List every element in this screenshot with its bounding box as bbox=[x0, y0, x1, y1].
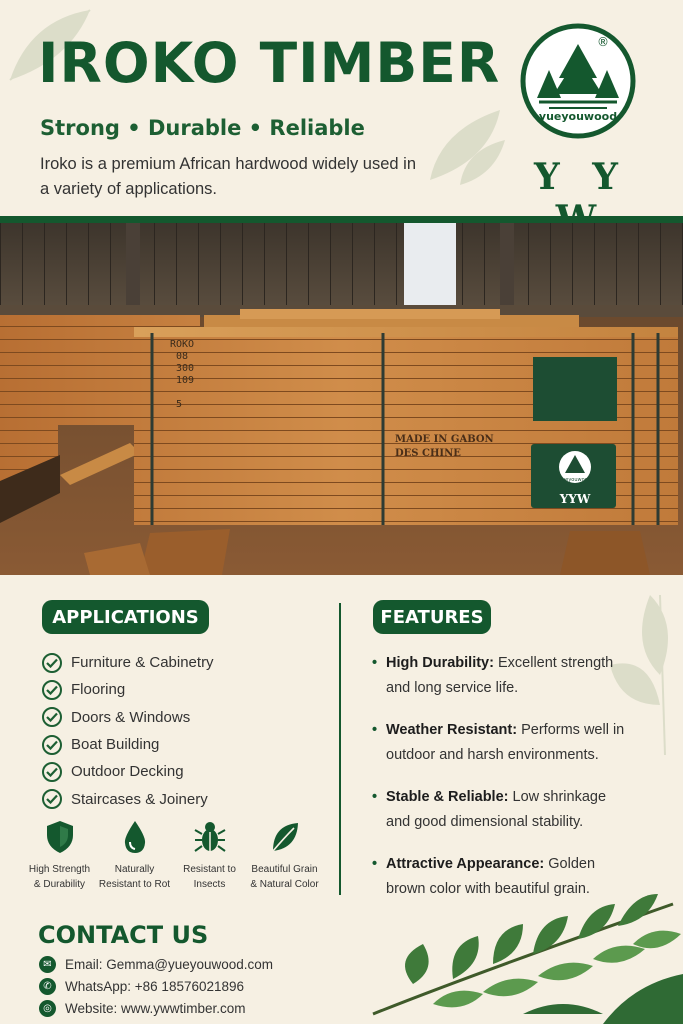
bug-icon bbox=[194, 820, 226, 854]
mail-icon: ✉ bbox=[39, 956, 56, 973]
feature-title: Attractive Appearance: bbox=[386, 856, 545, 872]
stencil-line: 08 bbox=[176, 351, 189, 362]
feature-item bbox=[372, 651, 632, 701]
property-insects bbox=[172, 820, 247, 892]
check-icon bbox=[42, 707, 62, 727]
list-item bbox=[42, 758, 214, 785]
application-label: Doors & Windows bbox=[71, 708, 191, 726]
bullet-icon: • bbox=[372, 789, 378, 805]
stencil-origin: MADE IN GABON bbox=[395, 434, 494, 445]
feature-item bbox=[372, 785, 632, 835]
stencil-species: ROKO bbox=[170, 339, 195, 350]
feature-text: Performs well in outdoor and harsh environments. bbox=[386, 722, 625, 763]
feature-item bbox=[372, 718, 632, 768]
phone-icon: ✆ bbox=[39, 978, 56, 995]
applications-heading: APPLICATIONS bbox=[42, 600, 209, 634]
decorative-leaf-icon bbox=[420, 100, 510, 190]
check-icon bbox=[42, 762, 62, 782]
whatsapp-text: WhatsApp: +86 18576021896 bbox=[65, 978, 245, 994]
application-label: Furniture & Cabinetry bbox=[71, 654, 214, 672]
stencil-line: 109 bbox=[176, 375, 195, 386]
bullet-icon: • bbox=[372, 655, 378, 671]
property-rot bbox=[97, 820, 172, 892]
application-label: Staircases & Joinery bbox=[71, 790, 208, 808]
feature-title: High Durability: bbox=[386, 655, 494, 671]
bullet-icon: • bbox=[372, 856, 378, 872]
stencil-line: 300 bbox=[176, 363, 195, 374]
timber-photo bbox=[0, 223, 683, 575]
feature-title: Weather Resistant: bbox=[386, 722, 518, 738]
column-divider bbox=[339, 603, 341, 895]
property-caption: Beautiful Grain & Natural Color bbox=[250, 864, 319, 890]
applications-list bbox=[42, 649, 214, 813]
contact-whatsapp[interactable] bbox=[39, 975, 273, 997]
logo-wordmark: yueyouwood bbox=[538, 110, 618, 123]
intro-text: Iroko is a premium African hardwood widely used in a variety of applications. bbox=[40, 155, 417, 198]
list-item bbox=[42, 731, 214, 758]
email-text: Email: Gemma@yueyouwood.com bbox=[65, 956, 274, 972]
stencil-destination: DES CHINE bbox=[395, 448, 461, 459]
tagline: Strong • Durable • Reliable bbox=[40, 116, 365, 140]
check-icon bbox=[42, 653, 62, 673]
application-label: Outdoor Decking bbox=[71, 763, 184, 781]
globe-icon: ◎ bbox=[39, 1000, 56, 1017]
leaf-icon bbox=[270, 820, 300, 854]
contact-website[interactable] bbox=[39, 997, 273, 1019]
list-item bbox=[42, 649, 214, 676]
list-item bbox=[42, 704, 214, 731]
property-grain bbox=[247, 820, 322, 892]
property-caption: High Strength & Durability bbox=[28, 864, 91, 890]
warehouse-scene bbox=[0, 223, 683, 575]
sticker-wordmark: yueyouwood bbox=[559, 477, 591, 483]
property-icons bbox=[22, 820, 322, 892]
droplet-icon bbox=[123, 820, 147, 854]
sticker-initials: YYW bbox=[559, 492, 591, 506]
feature-title: Stable & Reliable: bbox=[386, 789, 509, 805]
check-icon bbox=[42, 680, 62, 700]
registered-mark: ® bbox=[597, 35, 609, 49]
check-icon bbox=[42, 735, 62, 755]
application-label: Boat Building bbox=[71, 736, 160, 754]
list-item bbox=[42, 676, 214, 703]
header bbox=[0, 0, 683, 216]
list-item bbox=[42, 785, 214, 812]
contact-heading: CONTACT US bbox=[38, 921, 209, 949]
header-divider bbox=[0, 216, 683, 223]
bullet-icon: • bbox=[372, 722, 378, 738]
details-section bbox=[0, 575, 683, 1024]
application-label: Flooring bbox=[71, 681, 126, 699]
foliage-decoration bbox=[353, 864, 683, 1024]
website-text: Website: www.ywwtimber.com bbox=[65, 1000, 246, 1016]
feature-text: Golden brown color with beautiful grain. bbox=[386, 856, 596, 897]
feature-text: Low shrinkage and good dimensional stability. bbox=[386, 789, 607, 830]
stencil-line: 5 bbox=[176, 399, 183, 410]
property-caption: Naturally Resistant to Rot bbox=[98, 864, 171, 890]
page-title: IROKO TIMBER bbox=[38, 31, 501, 95]
property-strength bbox=[22, 820, 97, 892]
features-heading: FEATURES bbox=[373, 600, 491, 634]
check-icon bbox=[42, 789, 62, 809]
brand-initials: Y Y bbox=[534, 156, 628, 198]
property-caption: Resistant to Insects bbox=[183, 864, 236, 890]
contact-list bbox=[39, 953, 273, 1019]
contact-email[interactable] bbox=[39, 953, 273, 975]
brand-logo bbox=[519, 22, 637, 140]
feature-text: Excellent strength and long service life. bbox=[386, 655, 614, 696]
shield-icon bbox=[46, 820, 74, 854]
